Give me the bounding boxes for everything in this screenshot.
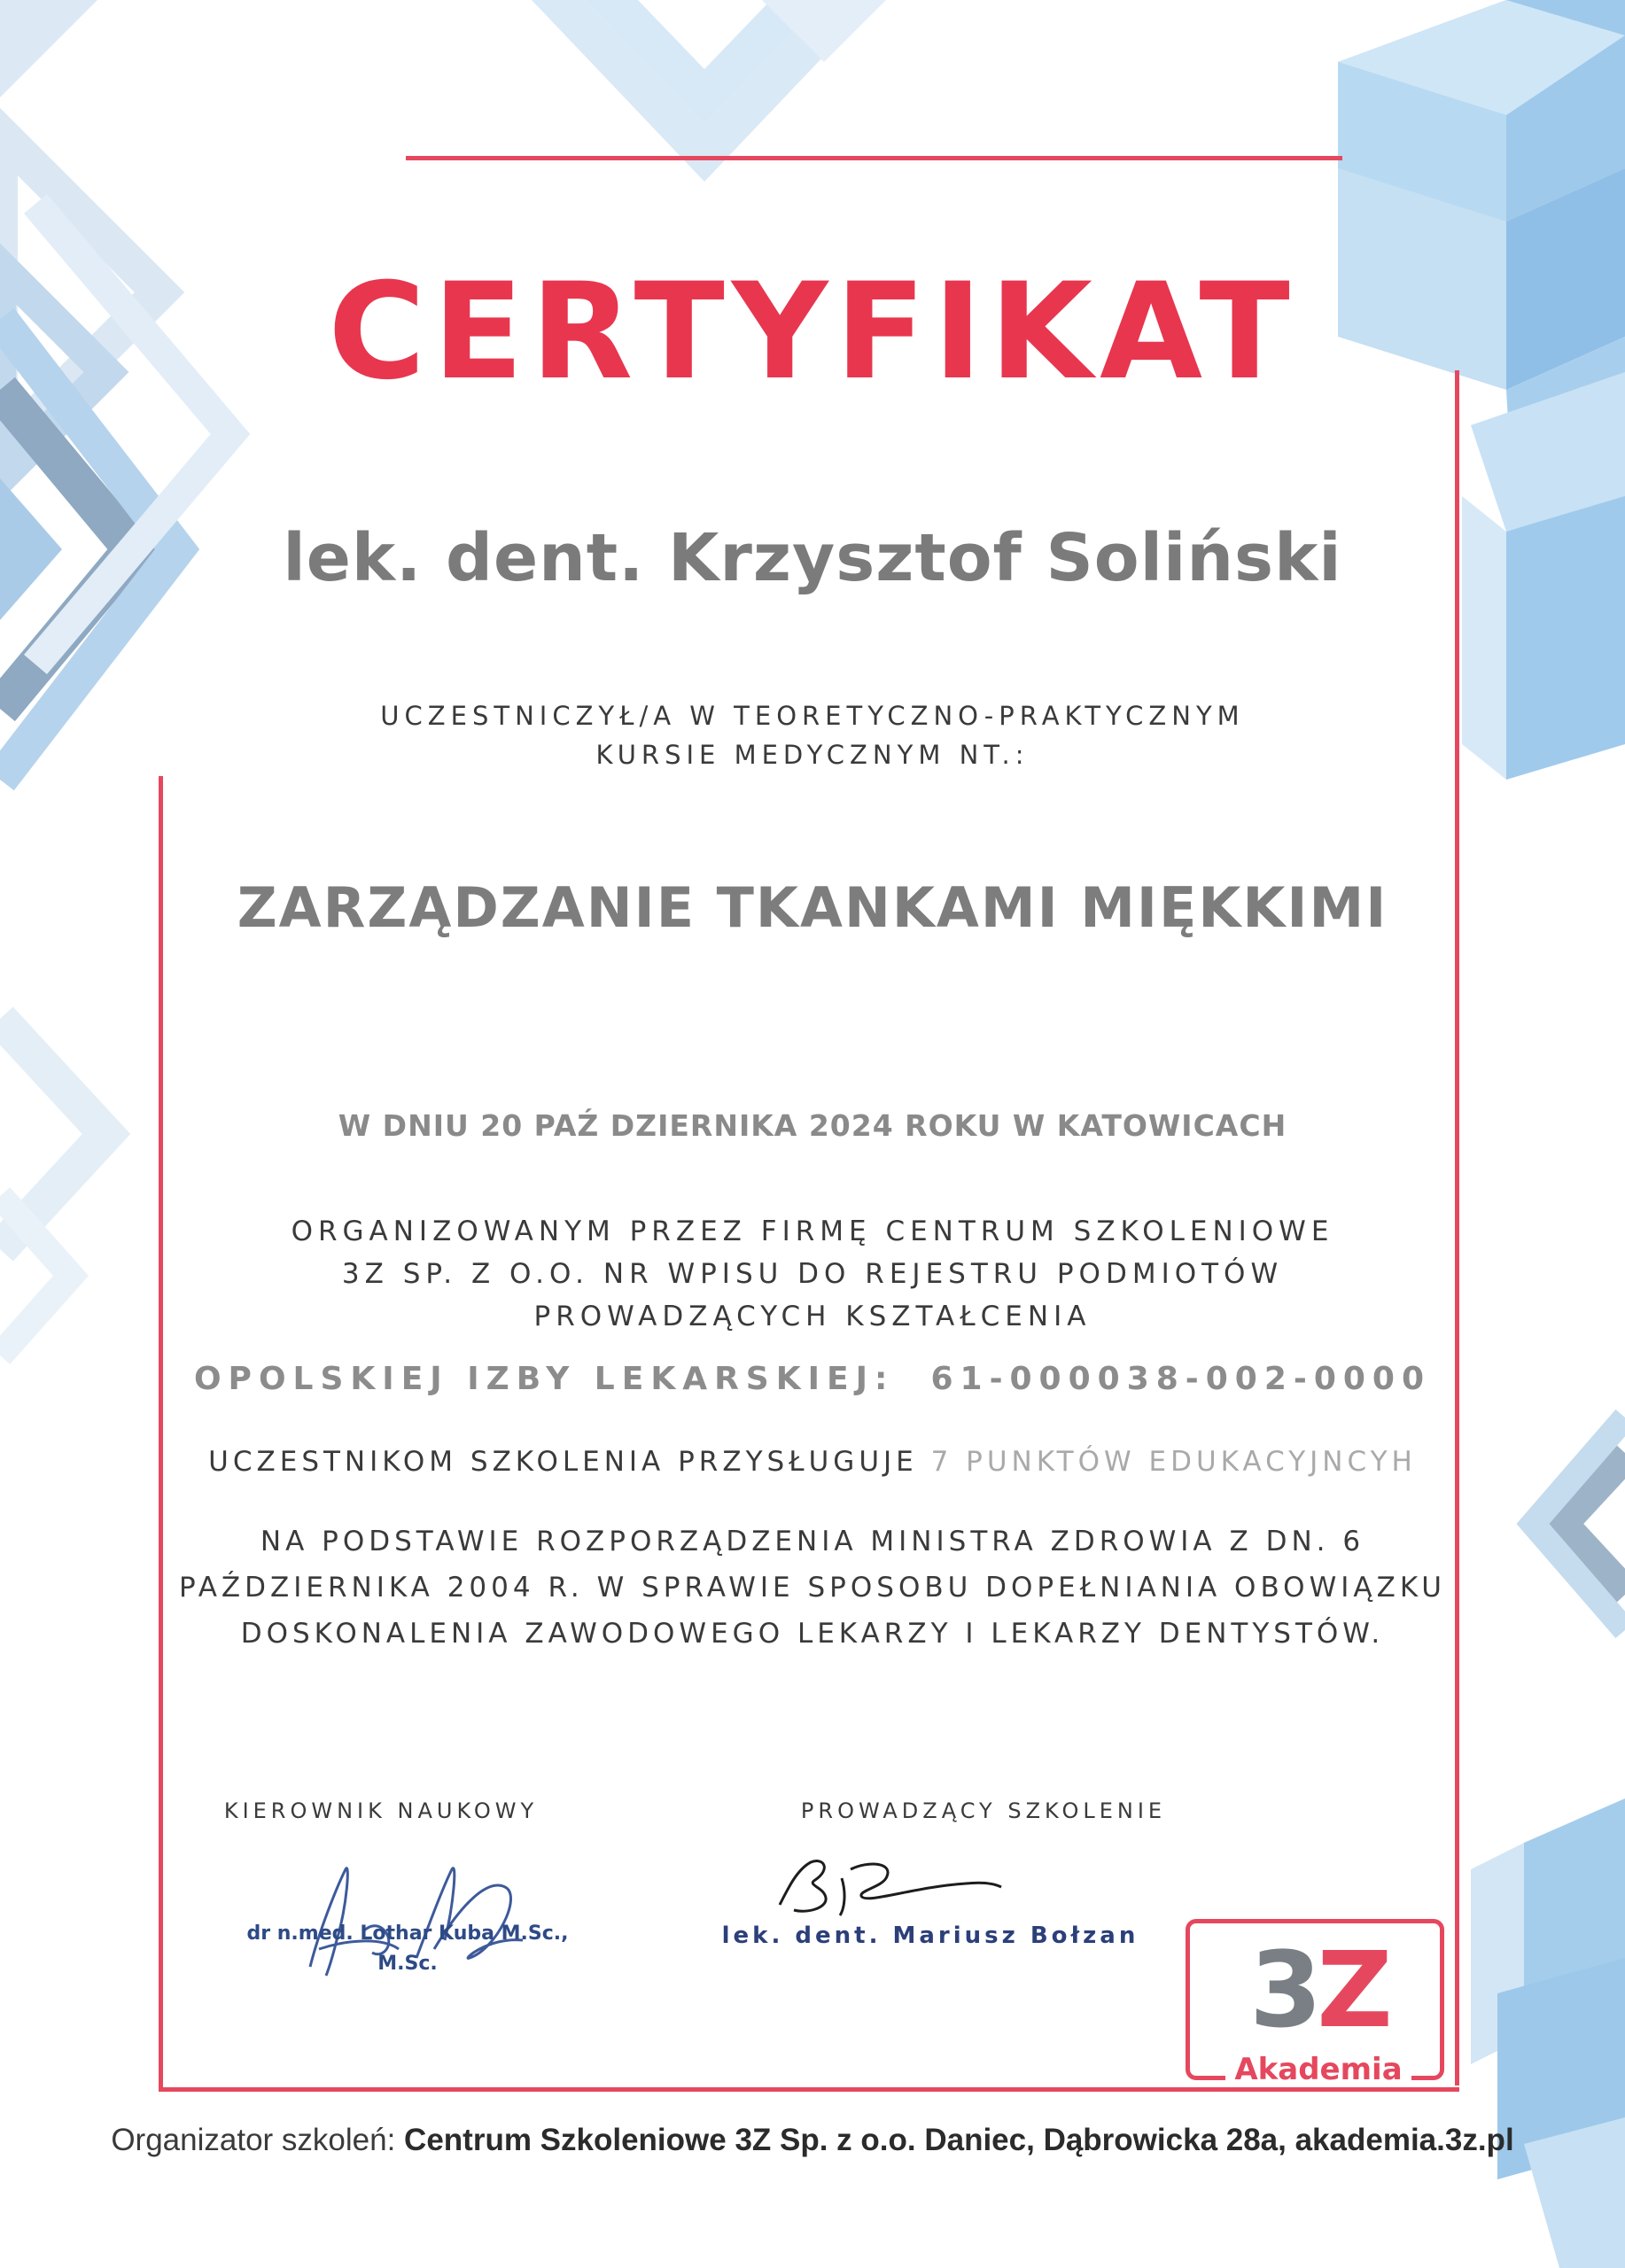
footer-prefix: Organizator szkoleń:: [111, 2123, 396, 2157]
legal-basis: [0, 1518, 1625, 1657]
course-date-place: W DNIU 20 PAŹ DZIERNIKA 2024 ROKU W KATOWICACH: [338, 1108, 1287, 1143]
logo-mark-letter: Z: [1317, 1929, 1388, 2051]
frame-left-line: [159, 776, 163, 2092]
logo-text: [1186, 2052, 1451, 2087]
legal-basis-line-2: PAŹDZIERNIKA 2004 R. W SPRAWIE SPOSOBU DOPEŁNIANIA OBOWIĄZKU: [178, 1572, 1447, 1604]
legal-basis-line-1: NA PODSTAWIE ROZPORZĄDZENIA MINISTRA ZDROWIA Z DN. 6: [260, 1526, 1365, 1557]
scientific-director-name: dr n.med. Lothar Kuba M.Sc., M.Sc.: [246, 1922, 569, 1975]
participation-line-1: UCZESTNICZYŁ/A W TEORETYCZNO-PRAKTYCZNYM: [380, 701, 1245, 731]
recipient-name: lek. dent. Krzysztof Soliński: [283, 520, 1342, 596]
points-value: 7 PUNKTÓW EDUKACYJNCYH: [930, 1446, 1417, 1478]
logo-mark: [1186, 1929, 1451, 2051]
organizer-line-3: PROWADZĄCYCH KSZTAŁCENIA: [533, 1301, 1092, 1332]
organizer-statement: [0, 1210, 1625, 1338]
education-points: [0, 1441, 1625, 1483]
footer-organizer: [0, 2119, 1625, 2162]
participation-statement: [0, 696, 1625, 774]
participation-line-2: KURSIE MEDYCZNYM NT.:: [595, 740, 1030, 770]
registry-number: OPOLSKIEJ IZBY LEKARSKIEJ: 61-000038-002-0000: [193, 1361, 1432, 1397]
organizer-line-2: 3Z SP. Z O.O. NR WPISU DO REJESTRU PODMIOTÓW: [341, 1258, 1284, 1290]
logo-mark-digit: 3: [1249, 1929, 1318, 2051]
instructor-name: lek. dent. Mariusz Bołzan: [721, 1922, 1139, 1949]
footer-organizer-details: Centrum Szkoleniowe 3Z Sp. z o.o. Daniec, Dąbrowicka 28a, akademia.3z.pl: [404, 2123, 1514, 2157]
logo-text-label: Akademia: [1225, 2052, 1411, 2087]
course-name: ZARZĄDZANIE TKANKAMI MIĘKKIMI: [237, 875, 1388, 940]
instructor-signature: [762, 1852, 1028, 1931]
akademia-3z-logo: [1186, 1919, 1451, 2093]
organizer-line-1: ORGANIZOWANYM PRZEZ FIRMĘ CENTRUM SZKOLENIOWE: [291, 1216, 1334, 1247]
scientific-director-label: KIEROWNIK NAUKOWY: [223, 1798, 539, 1823]
legal-basis-line-3: DOSKONALENIA ZAWODOWEGO LEKARZY I LEKARZY DENTYSTÓW.: [240, 1618, 1385, 1650]
instructor-label: PROWADZĄCY SZKOLENIE: [800, 1798, 1167, 1823]
points-prefix: UCZESTNIKOM SZKOLENIA PRZYSŁUGUJE: [208, 1446, 918, 1478]
certificate-title: CERTYFIKAT: [328, 255, 1297, 409]
frame-top-line: [406, 156, 1342, 160]
